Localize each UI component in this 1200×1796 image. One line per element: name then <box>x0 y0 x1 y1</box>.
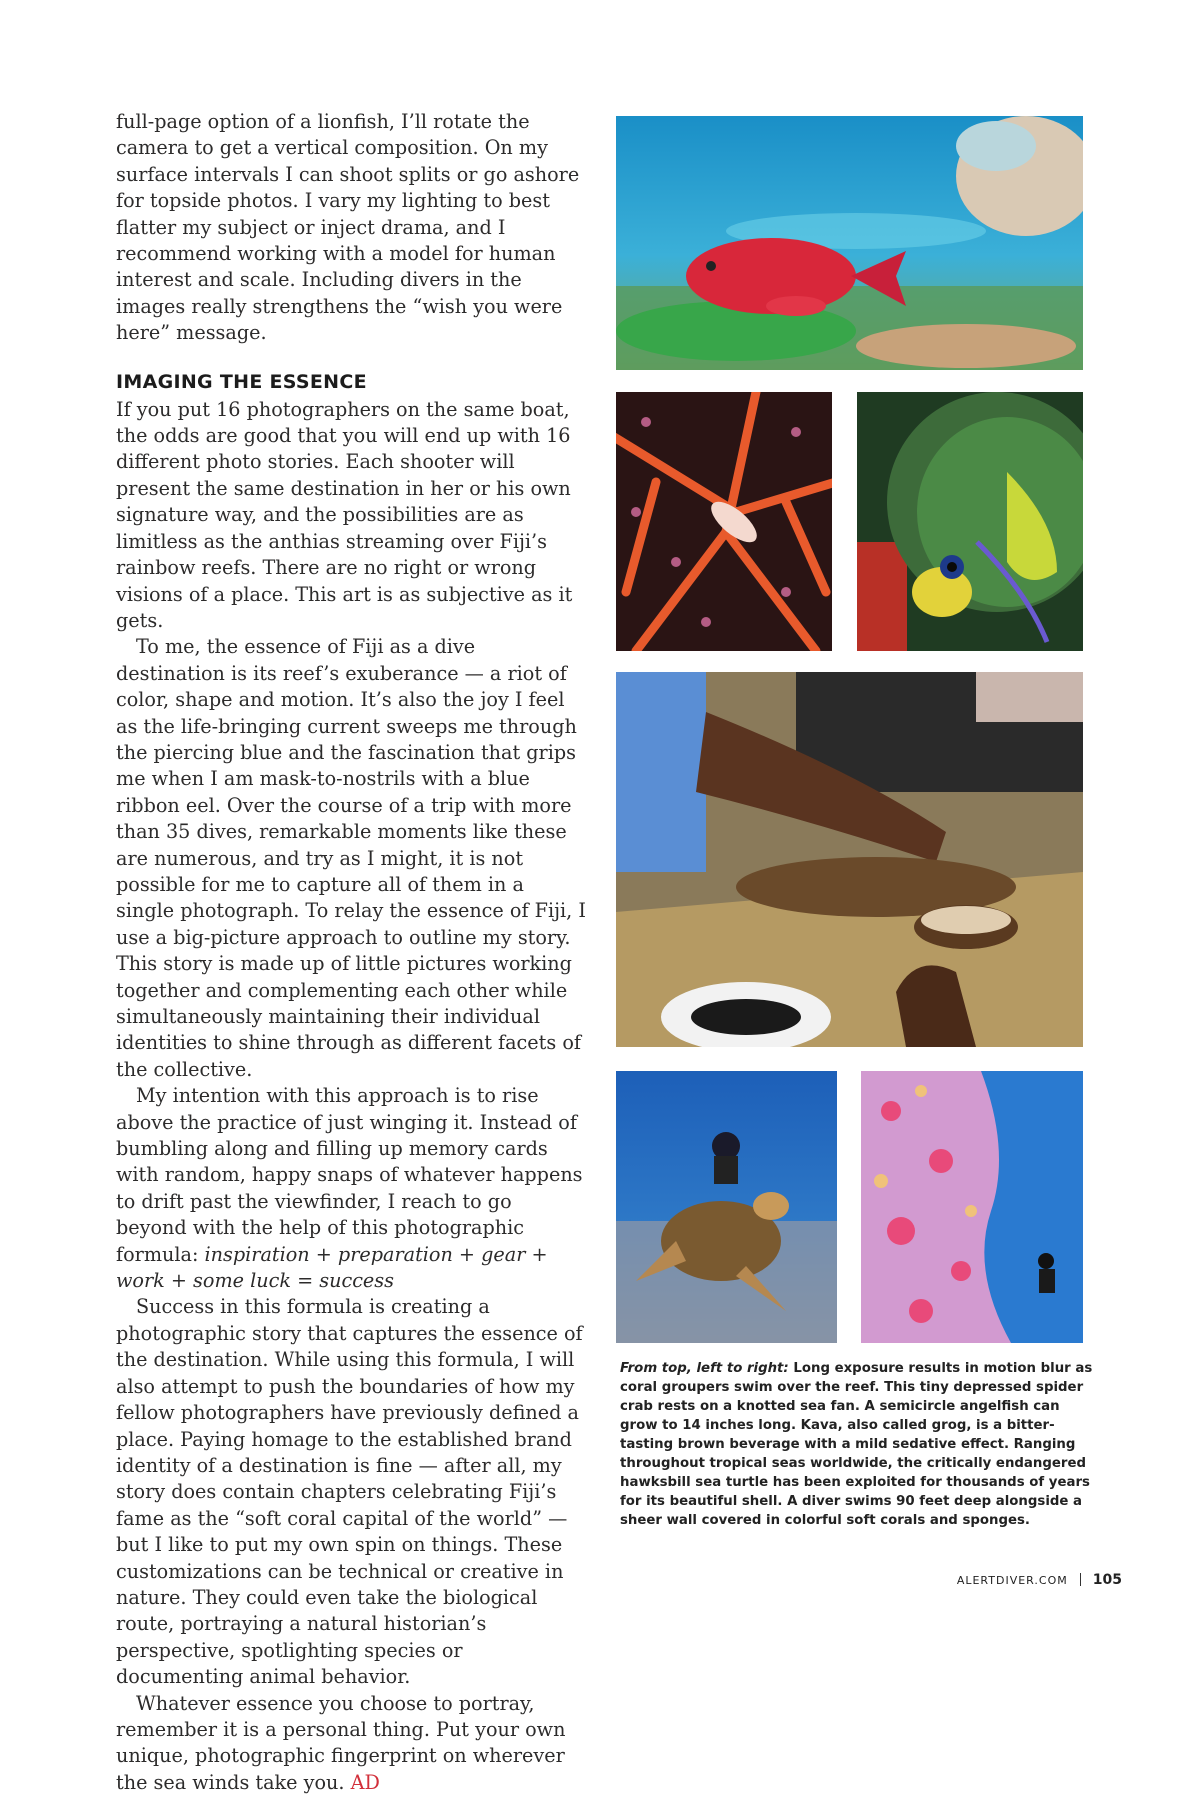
photo-spider-crab <box>616 392 832 651</box>
caption-lead: From top, left to right: <box>620 1361 789 1376</box>
body-paragraph-5 <box>116 1691 586 1796</box>
photo-angelfish <box>857 392 1083 651</box>
groupers-illustration <box>616 116 1083 370</box>
caption-text: Long exposure results in motion blur as coral groupers swim over the reef. This tiny depressed spider crab rests on a knotted sea fan. A semicircle angelfish can grow to 14 inches long. Kava, also called grog, is a bitter-tasting brown beverage with a mild sedative effect. Ranging throughout tropical seas worldwide, the critically endangered hawksbill sea turtle has been exploited for thousands of years for its beautiful shell. A diver swims 90 feet deep alongside a sheer wall covered in colorful soft corals and sponges. <box>620 1361 1093 1528</box>
photo-coral-groupers <box>616 116 1083 370</box>
body-paragraph-2: To me, the essence of Fiji as a dive destination is its reef’s exuberance — a riot of color, shape and motion. It’s also the joy I feel as the life-bringing current sweeps me through the piercing blue and the fascination that grips me when I am mask-to-nostrils with a blue ribbon eel. Over the course of a trip with more than 35 dives, remarkable moments like these are numerous, and try as I might, it is not possible for me to capture all of them in a single photograph. To relay the essence of Fiji, I use a big-picture approach to outline my story. This story is made up of little pictures working together and complementing each other while simultaneously maintaining their individual identities to shine through as different facets of the collective. <box>116 635 586 1081</box>
paragraph-3-text: My intention with this approach is to rise above the practice of just winging it. Instead of bumbling along and filling up memory cards with random, happy snaps of whatever happens to drift past the viewfinder, I reach to go beyond with the help of this photographic formula: <box>116 1084 583 1266</box>
photo-diver-soft-corals <box>861 1071 1083 1343</box>
photo-caption <box>620 1359 1100 1530</box>
soft-coral-illustration <box>861 1071 1083 1343</box>
section-heading: IMAGING THE ESSENCE <box>116 370 367 393</box>
intro-paragraph: full-page option of a lionfish, I’ll rotate the camera to get a vertical composition. On my surface intervals I can shoot splits or go ashore for topside photos. I vary my lighting to best flatter my subject or inject drama, and I recommend working with a model for human interest and scale. Including divers in the images really strengthens the “wish you were here” message. <box>116 110 580 345</box>
photo-hawksbill-turtle <box>616 1071 837 1343</box>
page-footer <box>957 1572 1122 1588</box>
crab-illustration <box>616 392 832 651</box>
kava-illustration <box>616 672 1083 1047</box>
photographic-formula: inspiration + preparation + gear + work + some luck = success <box>116 1242 548 1293</box>
article-body <box>116 109 586 1796</box>
footer-divider <box>1080 1573 1081 1586</box>
end-signature: AD <box>350 1770 380 1794</box>
angelfish-illustration <box>857 392 1083 651</box>
photo-kava-ceremony <box>616 672 1083 1047</box>
site-name: ALERTDIVER.COM <box>956 1574 1068 1587</box>
paragraph-5-text: Whatever essence you choose to portray, remember it is a personal thing. Put your own unique, photographic fingerprint on wherever the sea winds take you. <box>116 1691 566 1794</box>
body-paragraph-3 <box>116 1083 586 1294</box>
page-number: 105 <box>1092 1572 1122 1588</box>
turtle-illustration <box>616 1071 837 1343</box>
body-paragraph-1: If you put 16 photographers on the same boat, the odds are good that you will end up with 16 different photo stories. Each shooter will present the same destination in her or his own signature way, and the possibilities are as limitless as the anthias streaming over Fiji’s rainbow reefs. There are no right or wrong visions of a place. This art is as subjective as it gets. <box>116 397 573 632</box>
body-paragraph-4: Success in this formula is creating a photographic story that captures the essence of the destination. While using this formula, I will also attempt to push the boundaries of how my fellow photographers have previously defined a place. Paying homage to the established brand identity of a destination is fine — after all, my story does contain chapters celebrating Fiji’s fame as the “soft coral capital of the world” — but I like to put my own spin on things. These customizations can be technical or creative in nature. They could even take the biological route, portraying a natural historian’s perspective, spotlighting species or documenting animal behavior. <box>116 1295 583 1689</box>
